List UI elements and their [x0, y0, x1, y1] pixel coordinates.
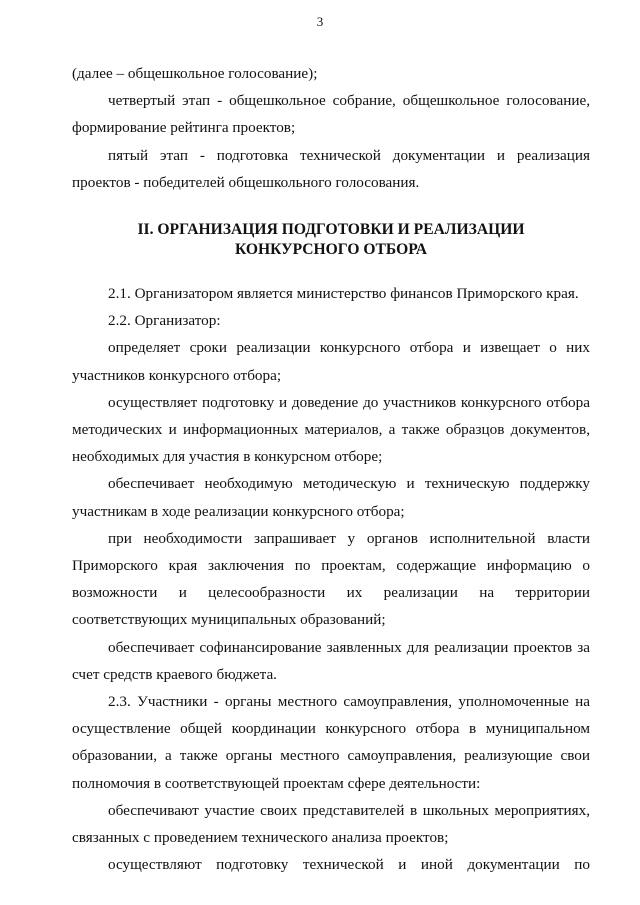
paragraph-organizer-cofinancing: обеспечивает софинансирование заявленных для реализации проектов за счет средств краевого бюджета. [72, 638, 590, 683]
paragraph-2-2: 2.2. Организатор: [108, 312, 221, 330]
paragraph-continuation: (далее – общешкольное голосование); [72, 65, 318, 82]
page-number: 3 [316, 14, 324, 29]
paragraph-organizer-support: обеспечивает необходимую методическую и техническую поддержку участникам в ходе реализации конкурсного отбора; [72, 475, 590, 520]
paragraph-participants-representatives: обеспечивают участие своих представителей в школьных мероприятиях, связанных с проведением технического анализа проектов; [72, 801, 590, 847]
paragraph-2-1: 2.1. Организатором является министерство финансов Приморского края. [108, 285, 579, 303]
paragraph-stage-four: четвертый этап - общешкольное собрание, общешкольное голосование, формирование рейтинга проектов; [72, 92, 590, 137]
paragraph-2-3: 2.3. Участники - органы местного самоуправления, уполномоченные на осуществление общей координации конкурсного отбора в муниципальном образовании, а также органы местного самоуправления, реализующие свои полномочия в соответствующей проектам сфере деятельности: [72, 693, 590, 792]
section-heading-line-2: КОНКУРСНОГО ОТБОРА [234, 241, 428, 259]
paragraph-organizer-materials: осуществляет подготовку и доведение до участников конкурсного отбора методических и информационных материалов, а также образцов документов, необходимых для участия в конкурсном отборе; [72, 393, 590, 466]
section-heading [72, 220, 590, 260]
paragraph-stage-five: пятый этап - подготовка технической документации и реализация проектов - победителей общешкольного голосования. [72, 146, 590, 191]
document-body [72, 60, 590, 878]
paragraph-organizer-deadlines: определяет сроки реализации конкурсного отбора и извещает о них участников конкурсного отбора; [72, 339, 590, 384]
section-heading-line-1: II. ОРГАНИЗАЦИЯ ПОДГОТОВКИ И РЕАЛИЗАЦИИ [137, 221, 525, 239]
paragraph-participants-documentation: осуществляют подготовку технической и иной документации по [108, 856, 590, 874]
paragraph-organizer-requests: при необходимости запрашивает у органов исполнительной власти Приморского края заключения по проектам, содержащие информацию о возможности и целесообразности их реализации на территории соответствующих муниципальных образований; [72, 529, 590, 629]
